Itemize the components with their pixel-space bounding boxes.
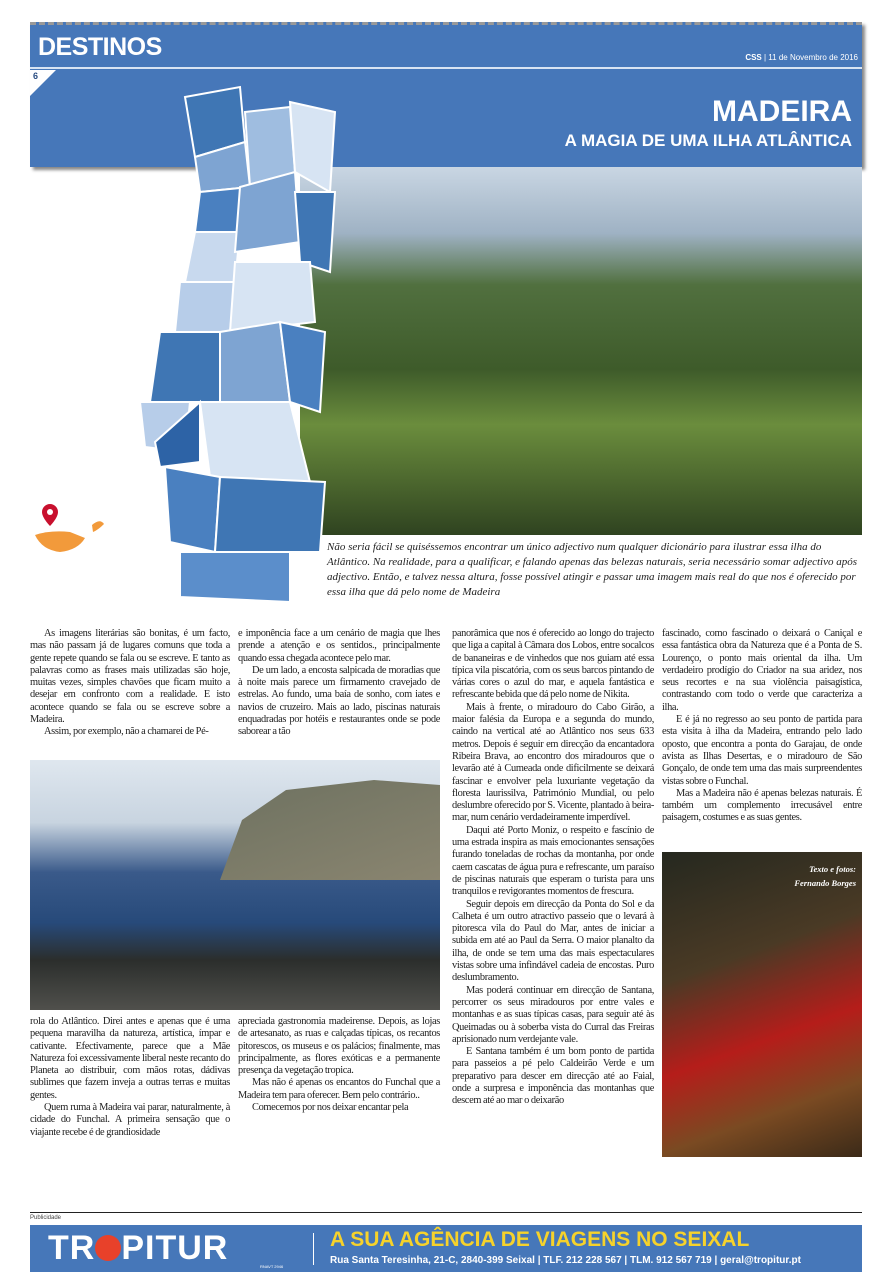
paragraph: As imagens literárias são bonitas, é um facto, mas não passam já de lugares comuns que toda a gente repete quando se fala ou se escreve. E tanto as palavras como as frases mais utilizadas são hoje, muitas vezes, simples chavões que ficam muito a desejar em confronto com a realidade. E isto acontece quando se fala ou se escreve sobre a Madeira. — [30, 628, 230, 726]
column-2-top — [238, 628, 440, 739]
tropitur-advertisement[interactable] — [30, 1225, 862, 1272]
paragraph: Mas a Madeira não é apenas belezas naturais. É também um complemento irrecusável entre paisagem, costumes e as suas gentes. — [662, 787, 862, 824]
cliff-shape — [220, 780, 440, 880]
column-4 — [662, 628, 862, 825]
paragraph: E Santana também é um bom ponto de partida para passeios a pé pelo Caldeirão Verde e um preparativo para descer em direcção até ao Faial, onde a surpresa e imponência das montanhas que descem até ao mar o deixarão — [452, 1046, 654, 1107]
lead-paragraph: Não seria fácil se quiséssemos encontrar um único adjectivo num qualquer dicionário para ilustrar essa ilha do Atlântico. Na realidade, para a qualificar, e falando apenas das belezas naturais, seria necessário somar adjectivo após adjectivo. Então, e talvez nessa altura, fosse possível atingir e passar uma imagem mais real do que nos é oferecido por essa ilha que dá pelo nome de Madeira — [327, 541, 858, 598]
map-region — [290, 102, 335, 192]
paragraph: Comecemos por nos deixar encantar pela — [252, 1102, 409, 1114]
column-1-top — [30, 628, 230, 739]
paragraph: e imponência face a um cenário de magia que lhes prende a atenção e os sentidos., principalmente quando essa chegada acontece pelo mar. — [238, 628, 440, 664]
ad-slogan: A SUA AGÊNCIA DE VIAGENS NO SEIXAL — [330, 1228, 750, 1251]
section-title: DESTINOS — [38, 33, 162, 61]
paragraph: Mais à frente, o miradouro do Cabo Girão, a maior falésia da Europa e a segunda do mundo, caindo na vertical até ao Atlântico nos seus 633 metros. Depois é seguir em direcção da encantadora Ribeira Brava, ao encontro dos miradouros que o levarão até à Cumeada onde dificilmente se deixará fascinar e envolver pela luxuriante vegetação da floresta laurissilva, Património Mundial, ou pelo deslumbre oferecido por S. Vicente, plantado à beira-mar, num cenário verdadeiramente imperdível. — [452, 701, 654, 824]
page-number-tab — [30, 70, 56, 96]
article-subtitle: A MAGIA DE UMA ILHA ATLÂNTICA — [564, 131, 852, 150]
article-title: MADEIRA — [712, 95, 852, 128]
paragraph: Mas poderá continuar em direcção de Santana, percorrer os seus miradouros por entre vales e montanhas e as suas típicas casas, para seguir até às Queimadas ou à soberba vista do Curral das Freiras aprisionado num verdejante vale. — [452, 984, 654, 1045]
map-region — [230, 262, 315, 332]
map-region — [185, 232, 240, 282]
ad-contact: Rua Santa Teresinha, 21-C, 2840-399 Seixal | TLF. 212 228 567 | TLM. 912 567 719 | geral@tropitur.pt — [330, 1255, 801, 1266]
ad-separator — [313, 1233, 314, 1265]
map-region — [150, 332, 230, 402]
map-region — [175, 282, 235, 332]
paragraph: E é já no regresso ao seu ponto de partida para esta visita à ilha da Madeira, entrando pelo lado oposto, que encontra a ponta do Garajau, de onde avista as Ilhas Desertas, e o miradouro de São Gonçalo, de onde tem uma das mais surpreendentes vistas sobre o Funchal. — [662, 714, 862, 787]
paragraph: Mas não é apenas os encantos do Funchal que a Madeira tem para oferecer. Bem pelo contrário.. — [238, 1077, 440, 1101]
page-number: 6 — [33, 71, 39, 81]
paragraph: rola do Atlântico. Direi antes e apenas que é uma pequena maravilha da natureza, artística, ímpar e cativante. Efectivamente, parece que a Mãe Natureza foi excessivamente liberal neste recanto do Planeta ao distribuir, com mãos rotas, dádivas sublimes que fazem inveja a outras terras e muitas gentes. — [30, 1016, 230, 1101]
paragraph: Seguir depois em direcção da Ponta do Sol e da Calheta é um outro atractivo passeio que o levará à pitoresca vila do Paul do Mar, antes de iniciar a subida em até ao Paul da Serra. O maior planalto da ilha, de onde se tem uma das mais espectaculares vistas sobre uma infindável cadeia de encostas. Puro deslumbramento. — [452, 898, 654, 984]
map-region — [295, 192, 335, 272]
traditional-costume-photo — [662, 852, 862, 1157]
funchal-harbor-photo — [30, 760, 440, 1010]
publication-date — [745, 53, 858, 62]
mountain-photo — [300, 167, 862, 535]
logo-text-left: TR — [48, 1229, 96, 1267]
logo-license: RNAVT 2946 — [260, 1264, 284, 1269]
publication-name: CSS — [745, 53, 762, 62]
porto-santo-shape — [92, 521, 104, 532]
ad-divider — [30, 1212, 862, 1213]
portugal-map — [140, 82, 340, 607]
credit-author: Fernando Borges — [794, 878, 856, 888]
tropitur-logo — [48, 1229, 228, 1268]
map-region — [165, 467, 220, 552]
logo-text-right: PITUR — [121, 1229, 229, 1267]
date-text: | 11 de Novembro de 2016 — [764, 53, 858, 62]
paragraph: apreciada gastronomia madeirense. Depois, as lojas de artesanato, as ruas e calçadas típicas, os recantos pitorescos, os museus e os palácios; finalmente, mas principalmente, as flores exóticas e a permanente presença da vegetação tropica. — [238, 1016, 440, 1077]
paragraph: fascinado, como fascinado o deixará o Caniçal e essa fantástica obra da Natureza que é a Ponta de S. Lourenço, o ponto mais oriental da ilha. Um verdadeiro prodígio do Criador na sua aridez, nos seus recortes e na sua violência paisagística, contrastando com todo o verde que caracteriza a ilha. — [662, 628, 862, 713]
column-1-bottom — [30, 1016, 230, 1139]
paragraph: De um lado, a encosta salpicada de moradias que à noite mais parece um firmamento cravejado de estrelas. Ao fundo, uma baía de sonho, com iates e navios de cruzeiro. Mais ao lado, piscinas naturais enquadradas por hotéis e restaurantes onde se pode saborear a tão — [238, 664, 440, 738]
map-region — [220, 322, 290, 402]
paragraph: Assim, por exemplo, não a chamarei de Pé- — [44, 726, 209, 738]
paragraph: Quem ruma à Madeira vai parar, naturalmente, à cidade do Funchal. A primeira sensação que o viajante recebe é de grandiosidade — [30, 1102, 230, 1138]
ad-label: Publicidade — [30, 1215, 62, 1221]
column-2-bottom — [238, 1016, 440, 1114]
map-region — [215, 477, 325, 552]
paragraph: panorâmica que nos é oferecido ao longo do trajecto que liga a capital à Câmara dos Lobos, entre socalcos de bananeiras e de vinhedos que nos guiam até essa típica vila piscatória, com os seus barcos pintando de várias cores o azul do mar, e aquela fantástica e refrescante bebida que dá pelo nome de Nikita. — [452, 628, 654, 701]
header-rule — [30, 67, 862, 69]
map-region — [180, 552, 290, 602]
logo-o-icon — [95, 1235, 121, 1261]
paragraph: Daqui até Porto Moniz, o respeito e fascínio de uma estrada inspira as mais emocionantes sensações furando toneladas de rochas da montanha, por onde caem cascatas de água pura e refrescante, um paraíso de piscinas naturais que esperam o turista para uns tranquilos e revigorantes momentos de frescura. — [452, 824, 654, 898]
credit-label: Texto e fotos: — [809, 864, 856, 874]
column-3 — [452, 628, 654, 1108]
madeira-locator — [30, 500, 110, 560]
madeira-island-shape — [35, 531, 85, 552]
photo-credit — [794, 862, 856, 890]
map-region — [200, 402, 310, 482]
